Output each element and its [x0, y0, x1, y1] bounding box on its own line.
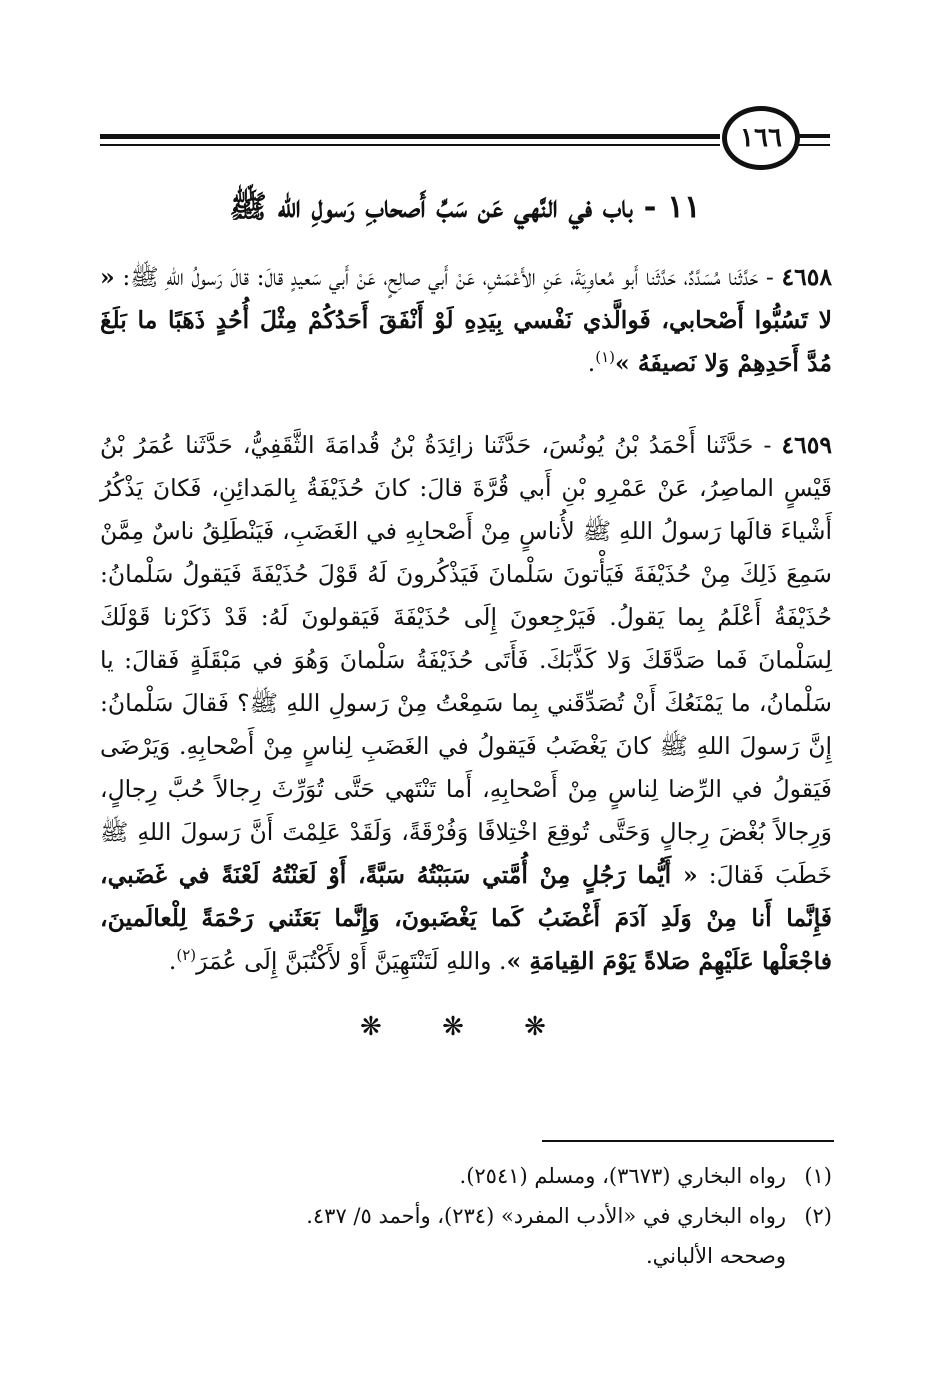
chapter-title: ١١ - باب في النَّهي عَن سَبِّ أَصحابِ رَسولِ الله ﷺ: [229, 189, 701, 225]
hadith-4658: ٤٦٥٨ - حَدَّثَنا مُسَدَّدٌ، حَدَّثَنا أَبو مُعاوِيَةَ، عَنِ الأَعْمَشِ، عَنْ أَبي صالِحٍ، عَنْ أَبي سَعيدٍ قالَ: قالَ رَسولُ اللهِ ﷺ: « لا تَسُبُّوا أَصْحابي، فَوالَّذي نَفْسي بِيَدِهِ لَوْ أَنْفَقَ أَحَدُكُمْ مِثْلَ أُحُدٍ ذَهَبًا ما بَلَغَ مُدَّ أَحَدِهِمْ وَلا نَصيفَهُ »$^{(١)}$.: [100, 263, 832, 377]
page-header: [100, 118, 830, 168]
hadith-chain: - حَدَّثَنا أَحْمَدُ بْنُ يُونُسَ، حَدَّثَنا زائِدَةُ بْنُ قُدامَةَ الثَّقَفِيُّ، حَدَّثَنا عُمَرُ بْنُ قَيْسٍ الماصِرُ، عَنْ عَمْرِو بْنِ أَبي قُرَّةَ قالَ: كانَ حُذَيْفَةُ بِالمَدائِنِ، فَكانَ يَذْكُرُ أَشْياءَ قالَها رَسولُ اللهِ ﷺ لأُناسٍ مِنْ أَصْحابِهِ في الغَضَبِ، فَيَنْطَلِقُ ناسٌ مِمَّنْ سَمِعَ ذَلِكَ مِنْ حُذَيْفَةَ فَيَأْتونَ سَلْمانَ فَيَذْكُرونَ لَهُ قَوْلَ حُذَيْفَةَ فَيَقولُ سَلْمانُ: حُذَيْفَةُ أَعْلَمُ بِما يَقولُ. فَيَرْجِعونَ إِلَى حُذَيْفَةَ فَيَقولونَ لَهُ: قَدْ ذَكَرْنا قَوْلَكَ لِسَلْمانَ فَما صَدَّقَكَ وَلا كَذَّبَكَ. فَأَتَى حُذَيْفَةُ سَلْمانَ وَهُوَ في مَبْقَلَةٍ فَقالَ: يا سَلْمانُ، ما يَمْنَعُكَ أَنْ تُصَدِّقَني بِما سَمِعْتُ مِنْ رَسولِ اللهِ ﷺ؟ فَقالَ سَلْمانُ: إِنَّ رَسولَ اللهِ ﷺ كانَ يَغْضَبُ فَيَقولُ في الغَضَبِ لِناسٍ مِنْ أَصْحابِهِ. وَيَرْضَى فَيَقولُ في الرِّضا لِناسٍ مِنْ أَصْحابِهِ، أَما تَنْتَهي حَتَّى تُوَرِّثَ رِجالاً حُبَّ رِجالٍ، وَرِجالاً بُغْضَ رِجالٍ وَحَتَّى تُوقِعَ اخْتِلافًا وَفُرْقَةً، وَلَقَدْ عَلِمْتَ أَنَّ رَسولَ اللهِ ﷺ خَطَبَ فَقالَ:: [100, 431, 832, 889]
footnote-2-continuation: وصححه الألباني.: [646, 1244, 786, 1268]
footnote-ref: (١): [595, 348, 615, 367]
page-number-badge: [722, 106, 800, 170]
header-rule-thin: [100, 144, 720, 146]
footnote-1: [100, 1156, 832, 1196]
hadith-number: ٤٦٥٩: [781, 431, 832, 459]
header-rule-tail-thin: [796, 144, 830, 146]
hadith-quote: « لا تَسُبُّوا أَصْحابي، فَوالَّذي نَفْسي بِيَدِهِ لَوْ أَنْفَقَ أَحَدُكُمْ مِثْلَ أُحُدٍ ذَهَبًا ما بَلَغَ مُدَّ أَحَدِهِمْ وَلا نَصيفَهُ »: [100, 263, 832, 377]
footnote-text: رواه البخاري (٣٦٧٣)، ومسلم (٢٥٤١).: [459, 1164, 786, 1188]
hadith-number: ٤٦٥٨: [781, 263, 832, 291]
hadith-quote: « أَيُّما رَجُلٍ مِنْ أُمَّتي سَبَبْتُهُ سَبَّةً، أَوْ لَعَنْتُهُ لَعْنَةً في غَضَبي، فَإِنَّما أَنا مِنْ وَلَدِ آدَمَ أَغْضَبُ كَما يَغْضَبونَ، وَإِنَّما بَعَثَني رَحْمَةً لِلْعالَمينَ، فاجْعَلْها عَلَيْهِمْ صَلاةً يَوْمَ القِيامَةِ »: [100, 861, 832, 975]
header-rule-tail: [796, 134, 830, 138]
footnote-text: رواه البخاري في «الأدب المفرد» (٢٣٤)، وأحمد ٥/ ٤٣٧.: [306, 1204, 786, 1228]
footnote-divider: [542, 1140, 834, 1142]
footnote-mark: (٢): [804, 1204, 832, 1228]
footnotes: [100, 1156, 832, 1276]
footnote-2: [100, 1196, 832, 1236]
hadith-4659: ٤٦٥٩ - حَدَّثَنا أَحْمَدُ بْنُ يُونُسَ، حَدَّثَنا زائِدَةُ بْنُ قُدامَةَ الثَّقَفِيُّ، حَدَّثَنا عُمَرُ بْنُ قَيْسٍ الماصِرُ، عَنْ عَمْرِو بْنِ أَبي قُرَّةَ قالَ: كانَ حُذَيْفَةُ بِالمَدائِنِ، فَكانَ يَذْكُرُ أَشْياءَ قالَها رَسولُ اللهِ ﷺ لأُناسٍ مِنْ أَصْحابِهِ في الغَضَبِ، فَيَنْطَلِقُ ناسٌ مِمَّنْ سَمِعَ ذَلِكَ مِنْ حُذَيْفَةَ فَيَأْتونَ سَلْمانَ فَيَذْكُرونَ لَهُ قَوْلَ حُذَيْفَةَ فَيَقولُ سَلْمانُ: حُذَيْفَةُ أَعْلَمُ بِما يَقولُ. فَيَرْجِعونَ إِلَى حُذَيْفَةَ فَيَقولونَ لَهُ: قَدْ ذَكَرْنا قَوْلَكَ لِسَلْمانَ فَما صَدَّقَكَ وَلا كَذَّبَكَ. فَأَتَى حُذَيْفَةُ سَلْمانَ وَهُوَ في مَبْقَلَةٍ فَقالَ: يا سَلْمانُ، ما يَمْنَعُكَ أَنْ تُصَدِّقَني بِما سَمِعْتُ مِنْ رَسولِ اللهِ ﷺ؟ فَقالَ سَلْمانُ: إِنَّ رَسولَ اللهِ ﷺ كانَ يَغْضَبُ فَيَقولُ في الغَضَبِ لِناسٍ مِنْ أَصْحابِهِ. وَيَرْضَى فَيَقولُ في الرِّضا لِناسٍ مِنْ أَصْحابِهِ، أَما تَنْتَهي حَتَّى تُوَرِّثَ رِجالاً حُبَّ رِجالٍ، وَرِجالاً بُغْضَ رِجالٍ وَحَتَّى تُوقِعَ اخْتِلافًا وَفُرْقَةً، وَلَقَدْ عَلِمْتَ أَنَّ رَسولَ اللهِ ﷺ خَطَبَ فَقالَ: « أَيُّما رَجُلٍ مِنْ أُمَّتي سَبَبْتُهُ سَبَّةً، أَوْ لَعَنْتُهُ لَعْنَةً في غَضَبي، فَإِنَّما أَنا مِنْ وَلَدِ آدَمَ أَغْضَبُ كَما يَغْضَبونَ، وَإِنَّما بَعَثَني رَحْمَةً لِلْعالَمينَ، فاجْعَلْها عَلَيْهِمْ صَلاةً يَوْمَ القِيامَةِ ». واللهِ لَتَنْتَهِيَنَّ أَوْ لأَكْتُبَنَّ إِلَى عُمَرَ$^{(٢)}$.: [100, 431, 832, 975]
hadith-chain: - حَدَّثَنا مُسَدَّدٌ، حَدَّثَنا أَبو مُعاوِيَةَ، عَنِ الأَعْمَشِ، عَنْ أَبي صالِحٍ، عَنْ أَبي سَعيدٍ قالَ: قالَ رَسولُ اللهِ ﷺ:: [122, 263, 774, 291]
footnote-ref: (٢): [176, 946, 197, 965]
footnote-mark: (١): [804, 1164, 832, 1188]
section-separator: ❋ ❋ ❋: [360, 1012, 572, 1042]
hadith-closing: . واللهِ لَتَنْتَهِيَنَّ أَوْ لأَكْتُبَنَّ إِلَى عُمَرَ: [196, 947, 507, 975]
header-rule-thick: [100, 134, 720, 139]
page-number: ١٦٦: [740, 123, 782, 153]
